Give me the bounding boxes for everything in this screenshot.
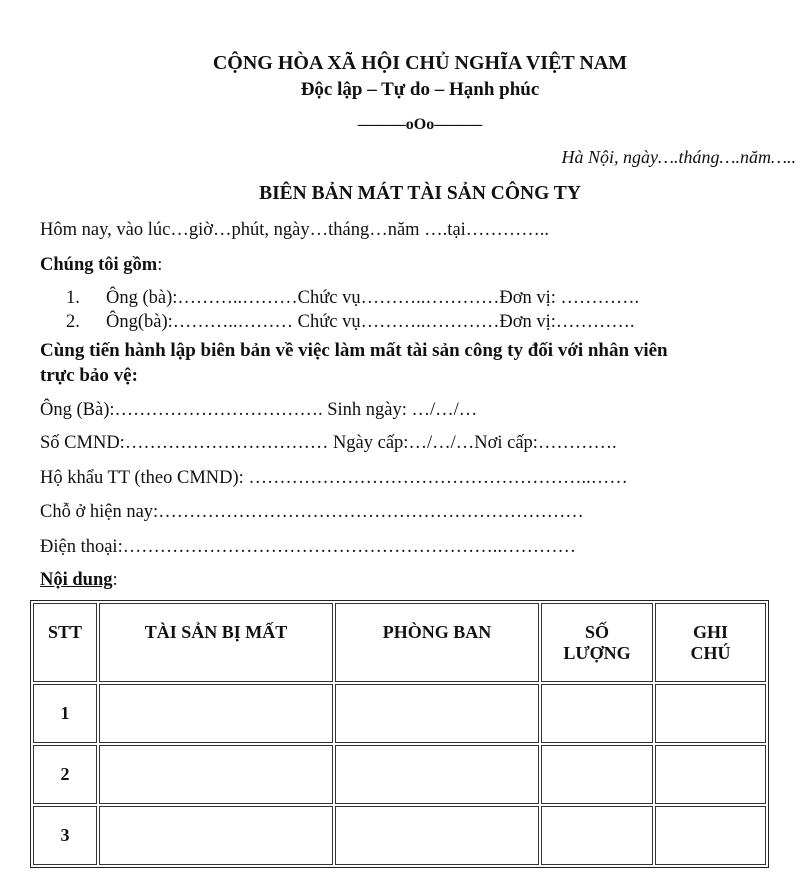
cell-asset[interactable]: [99, 806, 333, 865]
row-number: 3: [33, 806, 97, 865]
content-colon: :: [112, 570, 118, 590]
cell-note[interactable]: [655, 806, 766, 865]
nation-heading: CỘNG HÒA XÃ HỘI CHỦ NGHĨA VIỆT NAM: [212, 52, 628, 74]
field-id-card: Số CMND:…………………………… Ngày cấp:…/…/…Nơi cấp:………….: [40, 433, 617, 453]
table-row: [33, 684, 766, 743]
cell-quantity[interactable]: [541, 684, 653, 743]
statement-line-1: Cùng tiến hành lập biên bản về việc làm mất tài sản công ty đối với nhân viên: [40, 340, 668, 361]
row-number: 2: [33, 745, 97, 804]
field-name-dob: Ông (Bà):……………………………. Sinh ngày: …/…/…: [40, 400, 478, 420]
header-note: GHI CHÚ: [655, 603, 766, 682]
document-title: BIÊN BẢN MÁT TÀI SẢN CÔNG TY: [259, 183, 581, 204]
members-heading: [40, 256, 162, 275]
row-number: 1: [33, 684, 97, 743]
header-lost-asset: TÀI SẢN BỊ MẤT: [99, 603, 333, 682]
statement-line-2: trực bảo vệ:: [40, 365, 138, 386]
field-household: Hộ khẩu TT (theo CMND): ………………………………………………..……: [40, 468, 628, 488]
header-stt: STT: [33, 603, 97, 682]
motto: Độc lập – Tự do – Hạnh phúc: [300, 79, 540, 100]
table-row: [33, 745, 766, 804]
cell-note[interactable]: [655, 684, 766, 743]
content-heading: [40, 571, 118, 590]
table-header-row: [33, 603, 766, 682]
members-label: Chúng tôi gồm: [40, 255, 158, 275]
cell-quantity[interactable]: [541, 806, 653, 865]
cell-department[interactable]: [335, 684, 539, 743]
member-1-line: Ông (bà):………..………Chức vụ………..…………Đơn vị: ………….: [106, 288, 640, 308]
header-quantity: SỐ LƯỢNG: [541, 603, 653, 682]
cell-quantity[interactable]: [541, 745, 653, 804]
member-1-number: 1.: [66, 288, 80, 308]
cell-asset[interactable]: [99, 684, 333, 743]
place-date: Hà Nội, ngày….tháng….năm…..: [561, 147, 796, 167]
cell-department[interactable]: [335, 806, 539, 865]
cell-note[interactable]: [655, 745, 766, 804]
field-current-address: Chỗ ở hiện nay:……………………………………………………………: [40, 502, 584, 522]
member-2-line: Ông(bà):………..……… Chức vụ………..…………Đơn vị:………….: [106, 312, 635, 332]
intro-line: Hôm nay, vào lúc…giờ…phút, ngày…tháng…năm ….tại…………..: [40, 220, 550, 240]
table-row: [33, 806, 766, 865]
field-phone: Điện thoại:……………………………………………………..…………: [40, 537, 576, 557]
content-label: Nội dung: [40, 570, 113, 590]
cell-asset[interactable]: [99, 745, 333, 804]
lost-assets-table: [30, 600, 769, 868]
cell-department[interactable]: [335, 745, 539, 804]
separator: ———oOo———: [357, 116, 483, 133]
member-2-number: 2.: [66, 312, 80, 332]
header-department: PHÒNG BAN: [335, 603, 539, 682]
members-colon: :: [157, 255, 163, 275]
